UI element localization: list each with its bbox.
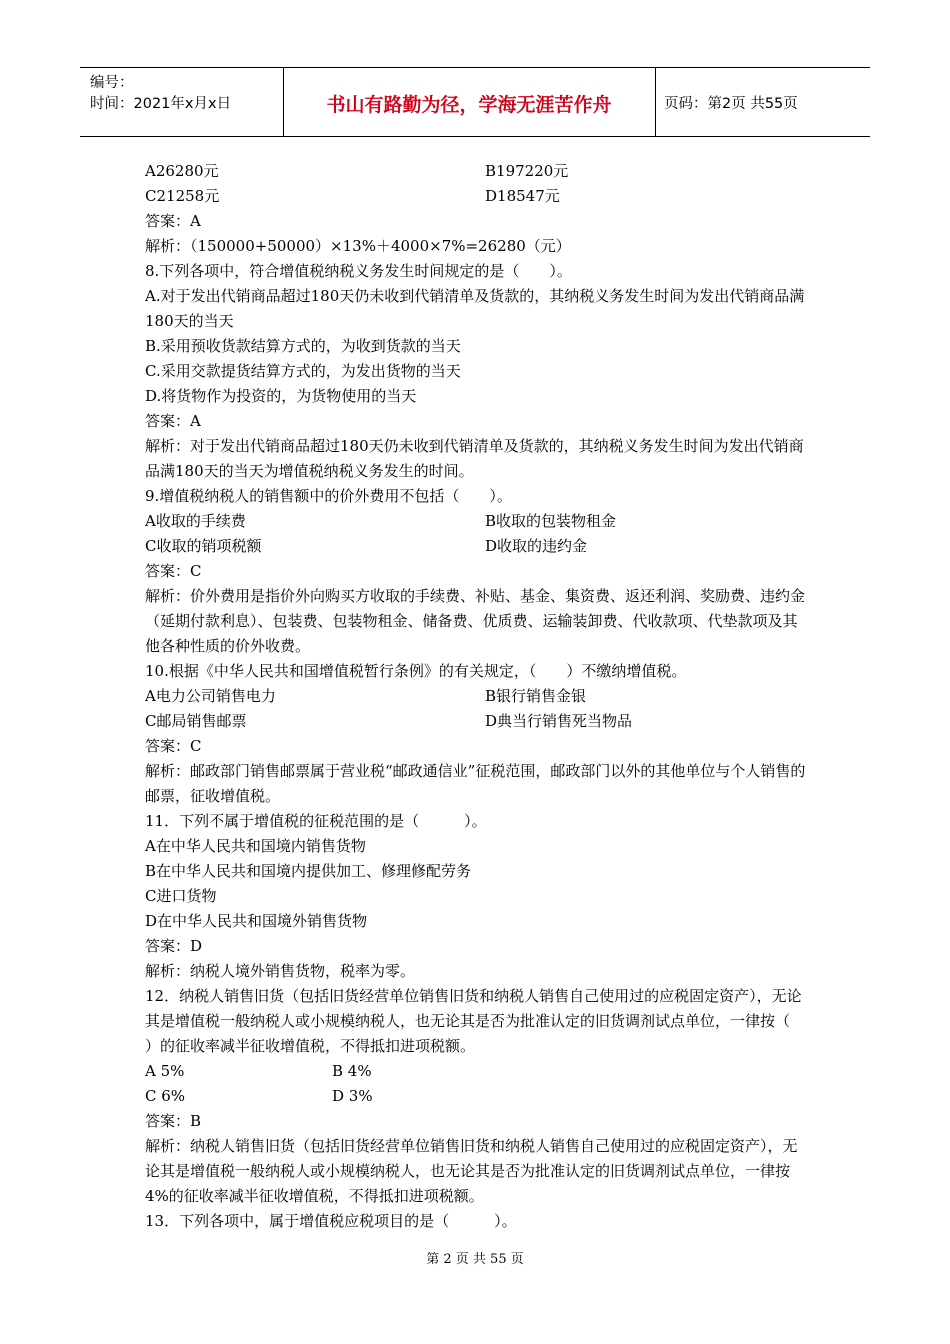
question-10: 10.根据《中华人民共和国增值税暂行条例》的有关规定，（ ）不缴纳增值税。 — [145, 662, 687, 680]
option-a: A在中华人民共和国境内销售货物 — [145, 837, 366, 855]
question-12: 12．纳税人销售旧货（包括旧货经营单位销售旧货和纳税人销售自己使用过的应税固定资产），无论其是增值税一般纳税人或小规模纳税人，也无论其是否为批准认定的旧货调剂试点单位，一律按（ ）的征收率减半征收增值税，不得抵扣进项税额。 — [145, 987, 836, 1055]
answer: 答案：A — [145, 212, 201, 230]
answer: 答案：A — [145, 412, 201, 430]
option-d: D 3% — [332, 1087, 373, 1105]
header-motto: 书山有路勤为径，学海无涯苦作舟 — [326, 94, 612, 116]
options-row — [145, 159, 810, 184]
option-a: A26280元 — [145, 162, 219, 180]
option-b: B 4% — [332, 1062, 372, 1080]
option-d: D在中华人民共和国境外销售货物 — [145, 912, 368, 930]
options-row — [145, 684, 810, 709]
option-c: C收取的销项税额 — [145, 537, 262, 555]
question-9: 9.增值税纳税人的销售额中的价外费用不包括（ ）。 — [145, 487, 512, 505]
options-row — [145, 509, 810, 534]
analysis: 解析：邮政部门销售邮票属于营业税“邮政通信业”征税范围，邮政部门以外的其他单位与个人销售的邮票，征收增值税。 — [145, 762, 806, 805]
option-d: D.将货物作为投资的，为货物使用的当天 — [145, 387, 417, 405]
analysis: 解析：纳税人境外销售货物，税率为零。 — [145, 962, 416, 980]
page-footer: 第 2 页 共 55 页 — [426, 1252, 524, 1267]
question-13: 13．下列各项中，属于增值税应税项目的是（ ）。 — [145, 1212, 517, 1230]
option-c: C21258元 — [145, 187, 220, 205]
header-meta — [90, 73, 231, 115]
answer: 答案：D — [145, 937, 203, 955]
options-row — [145, 1084, 810, 1109]
option-c: C.采用交款提货结算方式的，为发出货物的当天 — [145, 362, 461, 380]
question-11: 11．下列不属于增值税的征税范围的是（ ）。 — [145, 812, 487, 830]
option-b: B.采用预收货款结算方式的，为收到货款的当天 — [145, 337, 461, 355]
serial-label: 编号： — [90, 75, 134, 91]
analysis: 解析：对于发出代销商品超过180天仍未收到代销清单及货款的，其纳税义务发生时间为发出代销商品满180天的当天为增值税纳税义务发生的时间。 — [145, 437, 804, 480]
option-b: B197220元 — [485, 162, 569, 180]
option-c: C 6% — [145, 1087, 186, 1105]
options-row — [145, 709, 810, 734]
option-d: D典当行销售死当物品 — [485, 712, 633, 730]
options-row — [145, 1059, 810, 1084]
option-b: B收取的包装物租金 — [485, 512, 617, 530]
page-header — [80, 67, 870, 137]
analysis: 解析：价外费用是指价外向购买方收取的手续费、补贴、基金、集资费、返还利润、奖励费、违约金（延期付款利息）、包装费、包装物租金、储备费、优质费、运输装卸费、代收款项、代垫款项及其他各种性质的价外收费。 — [145, 587, 806, 655]
answer: 答案：C — [145, 737, 202, 755]
header-page-info: 页码：第2页 共55页 — [664, 96, 798, 112]
answer: 答案：C — [145, 562, 202, 580]
answer: 答案：B — [145, 1112, 202, 1130]
analysis: 解析：（150000+50000）×13%＋4000×7%=26280（元） — [145, 237, 571, 255]
time-label: 时间：2021年x月x日 — [90, 96, 232, 112]
option-c: C邮局销售邮票 — [145, 712, 247, 730]
option-c: C进口货物 — [145, 887, 217, 905]
option-a: A.对于发出代销商品超过180天仍未收到代销清单及货款的，其纳税义务发生时间为发出代销商品满180天的当天 — [145, 287, 805, 330]
option-a: A电力公司销售电力 — [145, 687, 276, 705]
question-8: 8.下列各项中，符合增值税纳税义务发生时间规定的是（ ）。 — [145, 262, 572, 280]
option-d: D收取的违约金 — [485, 537, 588, 555]
options-row — [145, 534, 810, 559]
option-d: D18547元 — [485, 187, 560, 205]
document-body — [145, 159, 836, 1234]
option-b: B银行销售金银 — [485, 687, 587, 705]
option-b: B在中华人民共和国境内提供加工、修理修配劳务 — [145, 862, 472, 880]
options-row — [145, 184, 810, 209]
option-a: A收取的手续费 — [145, 512, 246, 530]
header-divider — [655, 68, 656, 136]
option-a: A 5% — [145, 1062, 185, 1080]
analysis: 解析：纳税人销售旧货（包括旧货经营单位销售旧货和纳税人销售自己使用过的应税固定资产），无论其是增值税一般纳税人或小规模纳税人，也无论其是否为批准认定的旧货调剂试点单位，一律按4%的征收率减半征收增值税，不得抵扣进项税额。 — [145, 1137, 798, 1205]
